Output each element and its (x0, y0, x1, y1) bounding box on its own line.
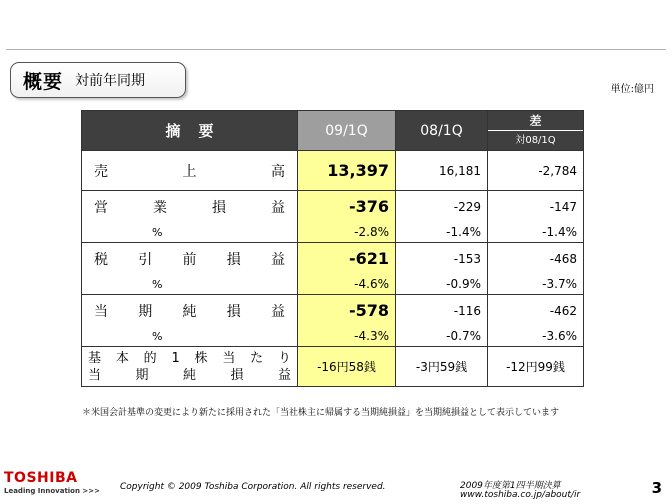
row-label-operating: 営 業 損 益 (82, 191, 298, 223)
header-previous: 08/1Q (396, 111, 488, 151)
page-number: 3 (651, 479, 662, 497)
net-pct-diff: -3.6% (488, 327, 584, 347)
header-diff-sub: 対08/1Q (515, 135, 556, 146)
pretax-previous: -153 (396, 243, 488, 275)
pretax-current: -621 (298, 243, 396, 275)
row-label-net: 当 期 純 損 益 (82, 295, 298, 327)
summary-table (81, 110, 584, 387)
eps-current: -16円58銭 (298, 347, 396, 387)
table-row-pretax (82, 243, 584, 275)
pretax-pct-label: % (82, 275, 298, 295)
footnote: ＊米国会計基準の変更により新たに採用された「当社株主に帰属する当期純損益」を当期純損益として表示しています (82, 408, 560, 418)
net-pct-current: -4.3% (298, 327, 396, 347)
row-label-eps: 基 本 的 1 株 当 た り 当 期 純 損 益 (82, 347, 298, 387)
operating-pct-previous: -1.4% (396, 223, 488, 243)
table-row-operating (82, 191, 584, 223)
net-pct-previous: -0.7% (396, 327, 488, 347)
table-row-pretax-pct (82, 275, 584, 295)
operating-previous: -229 (396, 191, 488, 223)
pretax-pct-previous: -0.9% (396, 275, 488, 295)
eps-previous: -3円59銭 (396, 347, 488, 387)
section-title-box (10, 62, 186, 98)
row-label-pretax: 税 引 前 損 益 (82, 243, 298, 275)
ir-url: www.toshiba.co.jp/about/ir (460, 490, 581, 500)
net-diff: -462 (488, 295, 584, 327)
eps-diff: -12円99銭 (488, 347, 584, 387)
fiscal-period: 2009年度第1四半期決算 (460, 481, 561, 491)
table-row-eps (82, 347, 584, 387)
page-subtitle: 対前年同期 (75, 73, 146, 89)
operating-diff: -147 (488, 191, 584, 223)
operating-current: -376 (298, 191, 396, 223)
page-title: 概要 (23, 70, 64, 93)
operating-pct-label: % (82, 223, 298, 243)
pretax-pct-current: -4.6% (298, 275, 396, 295)
logo-tagline: Leading Innovation >>> (4, 487, 101, 495)
sales-diff: -2,784 (488, 151, 584, 191)
table-header-row (82, 111, 584, 151)
table-row-net-pct (82, 327, 584, 347)
pretax-diff: -468 (488, 243, 584, 275)
header-diff (488, 111, 584, 151)
table-row-net (82, 295, 584, 327)
operating-pct-diff: -1.4% (488, 223, 584, 243)
copyright-text: Copyright © 2009 Toshiba Corporation. All rights reserved. (120, 482, 386, 492)
header-current: 09/1Q (298, 111, 396, 151)
top-divider (6, 49, 666, 50)
table-row-operating-pct (82, 223, 584, 243)
sales-previous: 16,181 (396, 151, 488, 191)
net-current: -578 (298, 295, 396, 327)
unit-label: 単位:億円 (610, 84, 654, 95)
table-row-sales (82, 151, 584, 191)
row-label-sales: 売 上 高 (82, 151, 298, 191)
pretax-pct-diff: -3.7% (488, 275, 584, 295)
sales-current: 13,397 (298, 151, 396, 191)
net-previous: -116 (396, 295, 488, 327)
toshiba-logo: TOSHIBA (4, 470, 78, 486)
net-pct-label: % (82, 327, 298, 347)
operating-pct-current: -2.8% (298, 223, 396, 243)
header-diff-title: 差 (488, 111, 583, 131)
header-label: 摘要 (82, 111, 298, 151)
